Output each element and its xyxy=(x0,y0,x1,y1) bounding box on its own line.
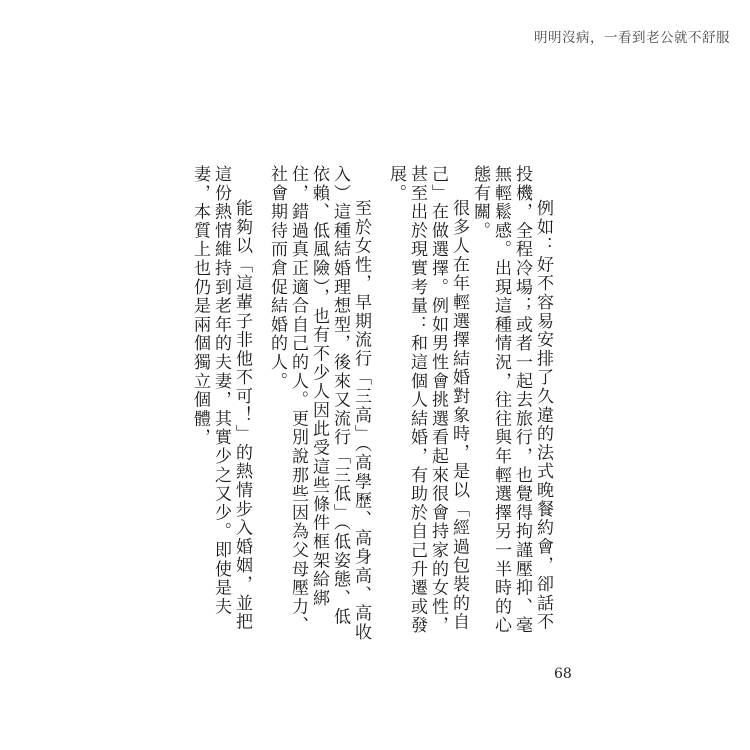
body-text xyxy=(190,165,553,645)
page-number: 68 xyxy=(554,666,572,682)
running-header: 明明沒病，一看到老公就不舒服 xyxy=(534,30,730,46)
paragraph: 至於女性，早期流行「三高」（高學歷、高身高、高收入）這種結婚理想型，後來又流行「三低」（低姿態、低依賴、低風險），也有不少人因此受這些條件框架給綁住，錯過真正適合自己的人。更別說那些因為父母壓力、社會期待而倉促結婚的人。 xyxy=(267,165,371,642)
paragraph: 例如：好不容易安排了久違的法式晚餐約會，卻話不投機，全程冷場；或者一起去旅行，也覺得拘謹壓抑、毫無輕鬆感。出現這種情況，往往與年輕選擇另一半時的心態有關。 xyxy=(470,165,553,635)
paragraph: 很多人在年輕選擇結婚對象時，是以「經過包裝的自己」在做選擇。例如男性會挑選看起來很會持家的女性，甚至出於現實考量：和這個人結婚，有助於自己升遷或發展。 xyxy=(386,165,469,635)
paragraph: 能夠以「這輩子非他不可！」的熱情步入婚姻，並把這份熱情維持到老年的夫妻，其實少之又少。即使是夫妻，本質上也仍是兩個獨立個體， xyxy=(190,165,252,632)
